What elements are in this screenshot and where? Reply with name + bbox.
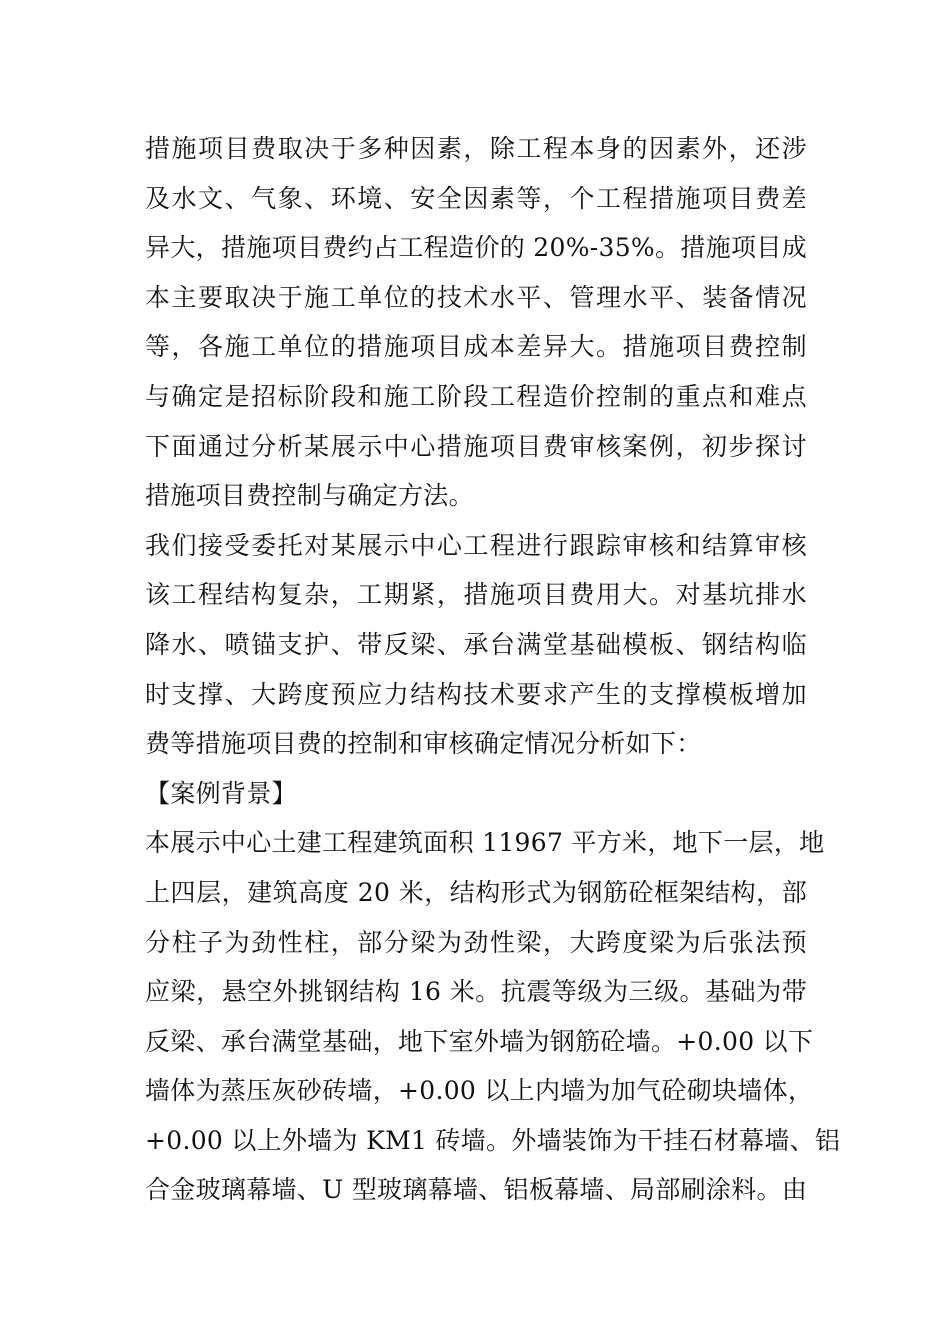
paragraph-line: 本主要取决于施工单位的技术水平、管理水平、装备情况	[145, 282, 807, 312]
paragraph-line: 措施项目费控制与确定方法。	[145, 481, 474, 511]
paragraph-line: 我们接受委托对某展示中心工程进行跟踪审核和结算审核	[145, 530, 807, 560]
paragraph-line: 上四层，建筑高度 20 米，结构形式为钢筋砼框架结构，部	[145, 877, 807, 907]
paragraph-line: 本展示中心土建工程建筑面积 11967 平方米，地下一层，地	[145, 828, 825, 858]
paragraph-line: 合金玻璃幕墙、U 型玻璃幕墙、铝板幕墙、局部刷涂料。由	[145, 1175, 808, 1205]
paragraph-line: 与确定是招标阶段和施工阶段工程造价控制的重点和难点	[145, 381, 807, 411]
paragraph-line: 及水文、气象、环境、安全因素等，个工程措施项目费差	[145, 183, 807, 213]
section-heading: 【案例背景】	[145, 778, 297, 808]
paragraph-line: 该工程结构复杂，工期紧，措施项目费用大。对基坑排水	[145, 580, 807, 610]
paragraph-line: 费等措施项目费的控制和审核确定情况分析如下：	[145, 729, 702, 759]
paragraph-line: 分柱子为劲性柱，部分梁为劲性梁，大跨度梁为后张法预	[145, 927, 807, 957]
paragraph-line: 措施项目费取决于多种因素，除工程本身的因素外，还涉	[145, 134, 807, 163]
paragraph-line: 墙体为蒸压灰砂砖墙，+0.00 以上内墙为加气砼砌块墙体，	[145, 1076, 814, 1106]
paragraph-line: 等，各施工单位的措施项目成本差异大。措施项目费控制	[145, 332, 807, 362]
paragraph-line: 降水、喷锚支护、带反梁、承台满堂基础模板、钢结构临	[145, 629, 807, 659]
paragraph-line: 应梁，悬空外挑钢结构 16 米。抗震等级为三级。基础为带	[145, 977, 807, 1007]
paragraph-line: 时支撑、大跨度预应力结构技术要求产生的支撑模板增加	[145, 679, 807, 709]
paragraph-line: 下面通过分析某展示中心措施项目费审核案例，初步探讨	[145, 431, 807, 461]
paragraph-line: 异大，措施项目费约占工程造价的 20%-35%。措施项目成	[145, 233, 807, 263]
document-body	[145, 124, 841, 1215]
paragraph-line: +0.00 以上外墙为 KM1 砖墙。外墙装饰为干挂石材幕墙、铝	[145, 1125, 841, 1155]
paragraph-line: 反梁、承台满堂基础，地下室外墙为钢筋砼墙。+0.00 以下	[145, 1026, 814, 1056]
